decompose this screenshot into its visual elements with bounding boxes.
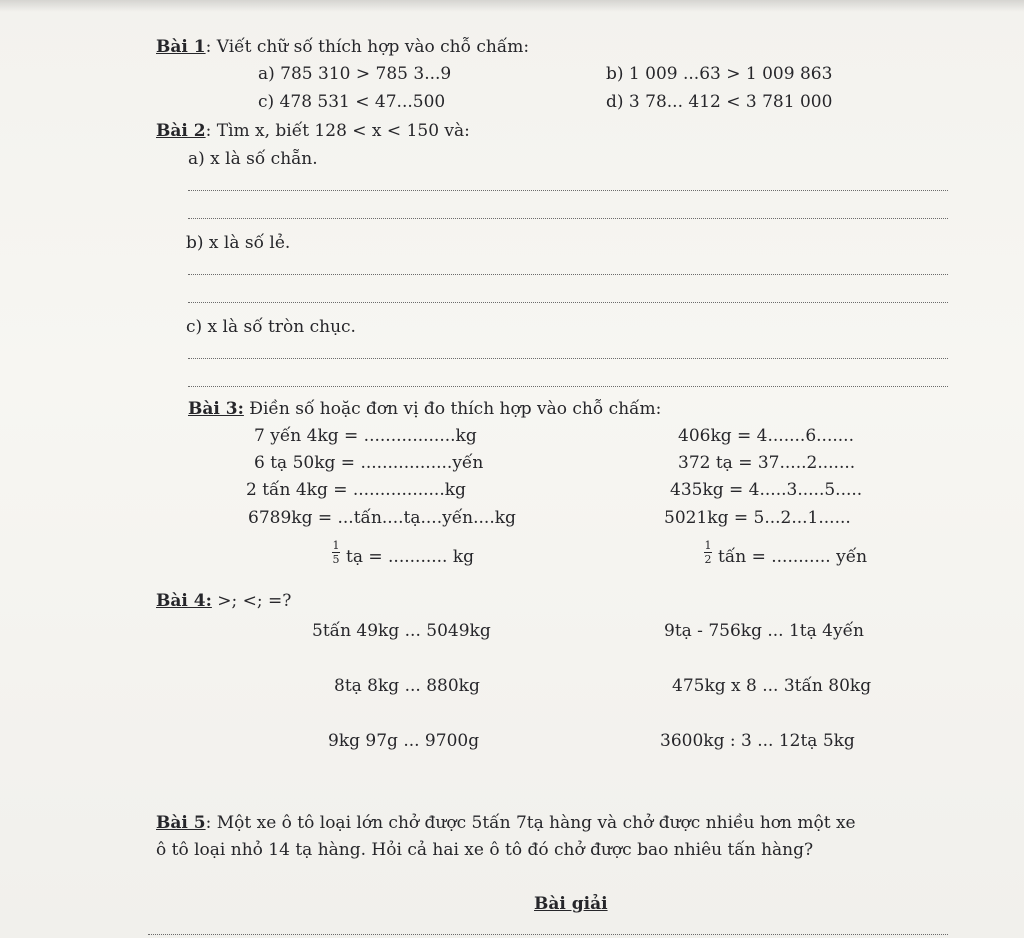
bai1-prompt: : Viết chữ số thích hợp vào chỗ chấm:	[205, 37, 530, 57]
photo-edge-shadow	[0, 0, 1024, 12]
bai4-prompt: >; <; =?	[211, 591, 292, 611]
bai4-line	[156, 590, 291, 612]
bai3-right-3: 435kg = 4.....3.....5.....	[670, 480, 863, 500]
fraction-one-half	[704, 540, 712, 565]
bai2-item-c: c) x là số tròn chục.	[186, 317, 356, 337]
bai4-right-1: 9tạ - 756kg ... 1tạ 4yến	[664, 621, 864, 641]
bai1-item-d: d) 3 78... 412 < 3 781 000	[606, 92, 833, 112]
bai4-left-1: 5tấn 49kg ... 5049kg	[312, 621, 491, 641]
bai4-left-3: 9kg 97g ... 9700g	[328, 731, 480, 751]
answer-line	[188, 218, 948, 219]
bai3-frac-right-text: tấn = ........... yến	[718, 547, 868, 567]
answer-line	[188, 274, 948, 275]
bai3-line	[188, 398, 661, 420]
bai4-title: Bài 4:	[156, 591, 212, 611]
fraction-denominator: 5	[332, 553, 340, 566]
bai1-item-b: b) 1 009 ...63 > 1 009 863	[606, 64, 833, 84]
bai5-title: Bài 5	[156, 813, 206, 833]
fraction-numerator: 1	[704, 539, 712, 552]
bai3-title: Bài 3:	[188, 399, 244, 419]
answer-line	[188, 190, 948, 191]
bai4-right-3: 3600kg : 3 ... 12tạ 5kg	[660, 731, 855, 751]
bai5-line-1	[156, 812, 856, 834]
bai4-left-2: 8tạ 8kg ... 880kg	[334, 676, 480, 696]
bai3-right-1: 406kg = 4.......6.......	[678, 426, 854, 446]
answer-line	[188, 302, 948, 303]
bai5-text-1: : Một xe ô tô loại lớn chở được 5tấn 7tạ hàng và chở được nhiều hơn một xe	[205, 813, 856, 833]
bai3-left-4: 6789kg = ...tấn....tạ....yến....kg	[248, 508, 516, 528]
fraction-numerator: 1	[332, 539, 340, 552]
bai2-item-a: a) x là số chẵn.	[188, 149, 318, 169]
solution-heading: Bài giải	[534, 894, 608, 914]
bai5-line-2: ô tô loại nhỏ 14 tạ hàng. Hỏi cả hai xe ô tô đó chở được bao nhiêu tấn hàng?	[156, 840, 814, 860]
fraction-denominator: 2	[704, 553, 712, 566]
bai3-frac-left-text: tạ = ........... kg	[346, 547, 475, 567]
bai3-left-1: 7 yến 4kg = .................kg	[254, 426, 477, 446]
bai3-right-4: 5021kg = 5...2...1......	[664, 508, 851, 528]
bai4-right-2: 475kg x 8 ... 3tấn 80kg	[672, 676, 872, 696]
bai3-right-2: 372 tạ = 37.....2.......	[678, 453, 856, 473]
answer-line	[188, 386, 948, 387]
bai2-title: Bài 2	[156, 121, 206, 141]
fraction-one-fifth	[332, 540, 340, 565]
bai1-item-c: c) 478 531 < 47...500	[258, 92, 446, 112]
bai1-item-a: a) 785 310 > 785 3...9	[258, 64, 452, 84]
bai1-title: Bài 1	[156, 37, 206, 57]
bai3-left-3: 2 tấn 4kg = .................kg	[246, 480, 466, 500]
bai2-prompt: : Tìm x, biết 128 < x < 150 và:	[205, 121, 470, 141]
answer-line	[188, 358, 948, 359]
bai2-line	[156, 120, 470, 142]
bai2-item-b: b) x là số lẻ.	[186, 233, 291, 253]
bai1-line	[156, 36, 529, 58]
bai3-left-2: 6 tạ 50kg = .................yến	[254, 453, 484, 473]
answer-line	[148, 934, 948, 935]
bai3-prompt: Điền số hoặc đơn vị đo thích hợp vào chỗ chấm:	[243, 399, 662, 419]
